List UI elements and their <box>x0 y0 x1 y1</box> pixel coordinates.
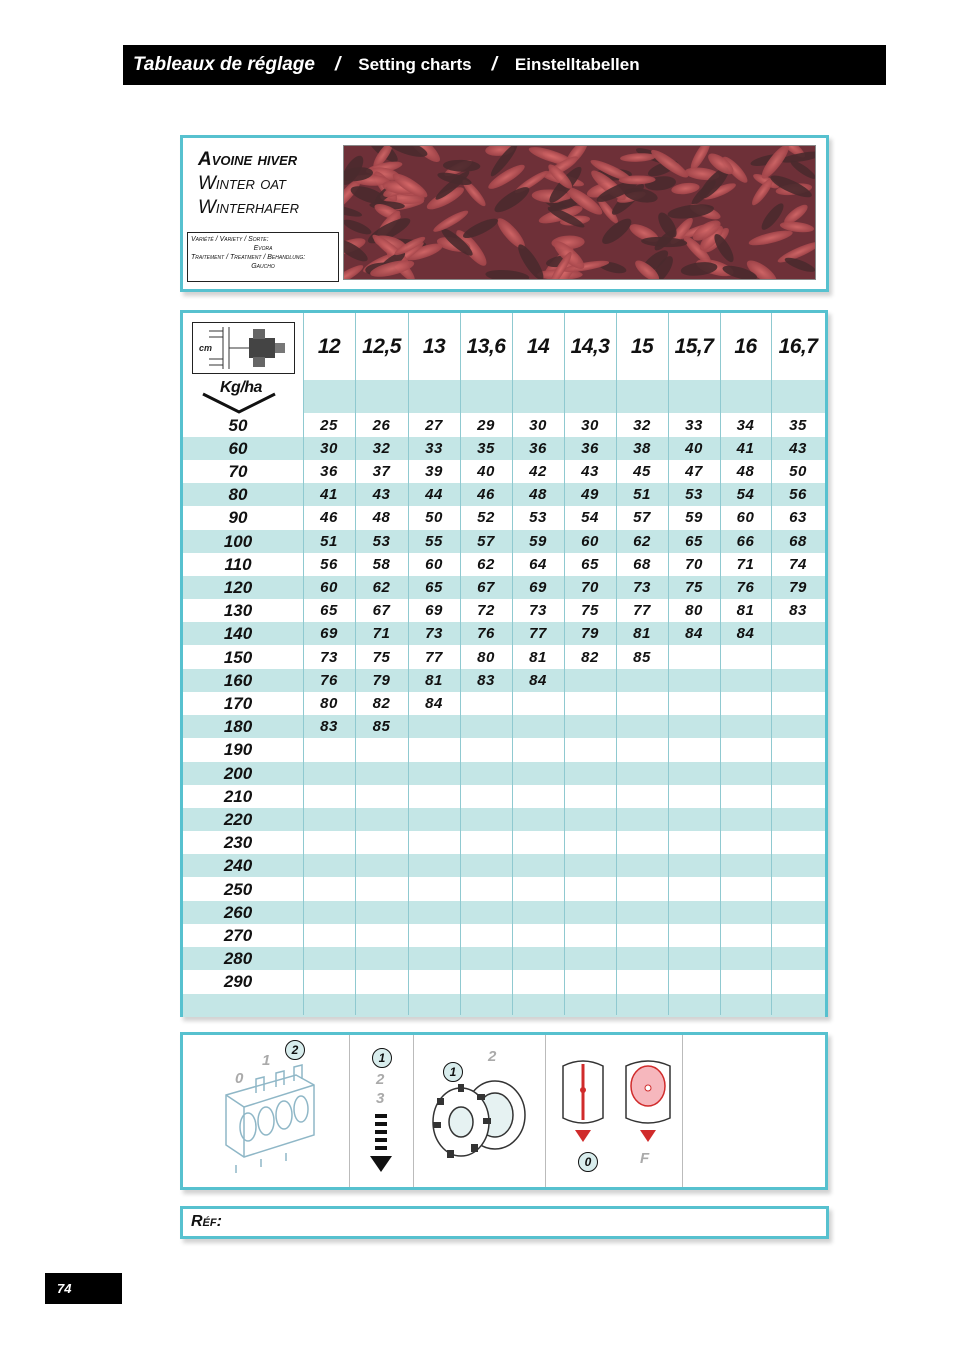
crop-name-de: Winterhafer <box>198 197 299 218</box>
setting-cell: 73 <box>529 602 547 620</box>
setting-cell: 32 <box>372 439 391 457</box>
title-en: Setting charts <box>358 55 472 74</box>
gearbox-arrow-icon <box>368 1112 396 1176</box>
setting-cell: 48 <box>529 486 547 504</box>
setting-cell: 77 <box>425 648 443 666</box>
rate-label: 160 <box>223 670 253 690</box>
setting-cell: 81 <box>736 602 755 620</box>
distributor-label-0: 0 <box>235 1070 244 1087</box>
setting-cell: 73 <box>320 648 338 666</box>
setting-cell: 70 <box>685 555 703 573</box>
rate-label: 270 <box>223 925 253 945</box>
setting-cell: 39 <box>425 462 443 480</box>
setting-cell: 37 <box>372 462 391 480</box>
setting-cell: 44 <box>425 486 443 504</box>
setting-cell: 54 <box>736 486 755 504</box>
title-fr: Tableaux de réglage <box>133 54 315 75</box>
setting-cell: 60 <box>320 578 338 596</box>
setting-cell: 69 <box>425 602 443 620</box>
column-header-width: 13 <box>422 334 446 358</box>
rate-label: 50 <box>228 415 248 435</box>
rate-label: 100 <box>223 531 253 551</box>
rate-label: 190 <box>223 740 253 760</box>
setting-cell: 60 <box>736 509 755 527</box>
setting-cell: 49 <box>581 486 599 504</box>
setting-cell: 65 <box>425 578 443 596</box>
setting-cell: 71 <box>736 555 755 573</box>
setting-cell: 60 <box>425 555 443 573</box>
flap-label-f: F <box>640 1150 650 1167</box>
setting-cell: 72 <box>477 602 495 620</box>
setting-cell: 55 <box>425 532 443 550</box>
setting-cell: 75 <box>372 648 391 666</box>
feed-wheel-icon <box>425 1070 537 1170</box>
setting-cell: 82 <box>581 648 599 666</box>
rate-label: 180 <box>223 717 253 737</box>
speed-label-2: 2 <box>376 1071 385 1088</box>
rate-label: 230 <box>223 833 253 853</box>
setting-cell: 70 <box>581 578 599 596</box>
setting-cell: 32 <box>633 416 651 434</box>
setting-cell: 80 <box>685 602 703 620</box>
setting-cell: 48 <box>736 462 755 480</box>
setting-cell: 83 <box>477 671 495 689</box>
setting-cell: 46 <box>320 509 338 527</box>
page-number: 74 <box>45 1273 122 1304</box>
setting-cell: 62 <box>633 532 651 550</box>
setting-cell: 85 <box>372 718 391 736</box>
setting-cell: 57 <box>633 509 651 527</box>
setting-cell: 46 <box>477 486 495 504</box>
width-unit: cm <box>199 343 213 353</box>
setting-cell: 42 <box>529 462 547 480</box>
setting-cell: 76 <box>477 625 495 643</box>
setting-cell: 33 <box>685 416 703 434</box>
setting-cell: 84 <box>685 625 703 643</box>
setting-cell: 79 <box>372 671 391 689</box>
setting-cell: 40 <box>685 439 703 457</box>
setting-cell: 25 <box>320 416 338 434</box>
column-header-width: 16,7 <box>778 334 818 358</box>
setting-cell: 33 <box>425 439 443 457</box>
speed-label-3: 3 <box>376 1090 385 1107</box>
bottom-flap-icon <box>620 1058 680 1148</box>
setting-cell: 59 <box>529 532 547 550</box>
column-header-width: 13,6 <box>466 334 506 358</box>
setting-cell: 77 <box>529 625 547 643</box>
down-arrow-icon <box>201 390 277 414</box>
divider <box>682 1035 683 1187</box>
setting-cell: 29 <box>477 416 495 434</box>
setting-cell: 76 <box>320 671 338 689</box>
setting-cell: 34 <box>736 416 755 434</box>
setting-cell: 85 <box>633 648 651 666</box>
setting-cell: 79 <box>789 578 807 596</box>
setting-cell: 43 <box>581 462 599 480</box>
setting-cell: 81 <box>633 625 651 643</box>
setting-cell: 36 <box>529 439 547 457</box>
setting-cell: 80 <box>477 648 495 666</box>
wheel-selected: 1 <box>443 1062 463 1082</box>
setting-cell: 35 <box>477 439 495 457</box>
rate-label: 220 <box>223 809 253 829</box>
setting-cell: 48 <box>372 509 391 527</box>
setting-cell: 54 <box>581 509 599 527</box>
setting-cell: 30 <box>320 439 338 457</box>
setting-cell: 36 <box>581 439 599 457</box>
column-header-width: 14 <box>526 334 550 358</box>
column-header-width: 15,7 <box>674 334 714 358</box>
setting-cell: 30 <box>529 416 547 434</box>
reference-label: Réf: <box>191 1213 222 1230</box>
setting-cell: 40 <box>477 462 495 480</box>
setting-cell: 62 <box>372 578 391 596</box>
rate-label: 250 <box>223 879 253 899</box>
setting-cell: 43 <box>372 486 391 504</box>
treatment-label: Traitement / Treatment / Behandlung: <box>191 254 306 261</box>
setting-cell: 36 <box>320 462 338 480</box>
seed-distributor-icon <box>206 1055 326 1180</box>
rate-label: 80 <box>228 485 248 505</box>
rate-label: 150 <box>223 647 253 667</box>
setting-cell: 35 <box>789 416 807 434</box>
setting-cell: 79 <box>581 625 599 643</box>
rate-label: 70 <box>228 461 248 481</box>
setting-cell: 51 <box>320 532 338 550</box>
variety-value: Evora <box>253 245 273 252</box>
setting-cell: 26 <box>372 416 391 434</box>
setting-cell: 81 <box>425 671 443 689</box>
setting-cell: 84 <box>529 671 547 689</box>
setting-cell: 83 <box>320 718 338 736</box>
rate-label: 140 <box>223 624 253 644</box>
column-header-width: 15 <box>630 334 654 358</box>
column-header-width: 12 <box>317 334 341 358</box>
rate-label: 210 <box>223 786 253 806</box>
setting-cell: 77 <box>633 602 651 620</box>
header-bar <box>123 45 886 85</box>
rate-label: 60 <box>228 438 248 458</box>
setting-cell: 81 <box>529 648 547 666</box>
divider <box>545 1035 546 1187</box>
setting-cell: 43 <box>789 439 807 457</box>
setting-cell: 41 <box>320 486 338 504</box>
setting-cell: 69 <box>529 578 547 596</box>
setting-cell: 30 <box>581 416 599 434</box>
speed-selected: 1 <box>372 1048 392 1068</box>
column-header-width: 12,5 <box>362 334 401 358</box>
setting-cell: 63 <box>789 509 807 527</box>
distributor-label-1: 1 <box>262 1052 271 1069</box>
setting-cell: 65 <box>581 555 599 573</box>
setting-cell: 80 <box>320 694 338 712</box>
rate-unit: Kg/ha <box>220 379 262 396</box>
setting-cell: 75 <box>581 602 599 620</box>
rate-label: 170 <box>223 693 253 713</box>
seed-photo <box>343 145 816 280</box>
setting-cell: 38 <box>633 439 651 457</box>
setting-cell: 75 <box>685 578 703 596</box>
setting-cell: 57 <box>477 532 495 550</box>
setting-cell: 67 <box>477 578 495 596</box>
rate-label: 90 <box>228 508 248 528</box>
crop-name-fr: Avoine hiver <box>198 149 298 170</box>
setting-cell: 64 <box>529 555 547 573</box>
crop-names <box>198 148 343 220</box>
flap-selected: 0 <box>578 1152 598 1172</box>
setting-cell: 73 <box>425 625 443 643</box>
setting-cell: 51 <box>633 486 651 504</box>
setting-cell: 65 <box>320 602 338 620</box>
setting-cell: 68 <box>633 555 651 573</box>
rate-label: 130 <box>223 601 253 621</box>
rate-label: 200 <box>223 763 253 783</box>
rate-label: 290 <box>223 972 253 992</box>
setting-cell: 45 <box>633 462 651 480</box>
reference-bar <box>180 1206 829 1239</box>
setting-cell: 27 <box>425 416 443 434</box>
bottom-flap-icon <box>553 1058 613 1148</box>
setting-cell: 53 <box>685 486 703 504</box>
divider <box>349 1035 350 1187</box>
setting-cell: 82 <box>372 694 391 712</box>
setting-cell: 71 <box>372 625 391 643</box>
setting-cell: 60 <box>581 532 599 550</box>
wheel-label-2: 2 <box>488 1048 497 1065</box>
variety-box <box>187 232 339 282</box>
setting-cell: 76 <box>736 578 755 596</box>
title-separator: / <box>491 54 497 75</box>
setting-cell: 47 <box>685 462 703 480</box>
setting-cell: 53 <box>529 509 547 527</box>
setting-cell: 50 <box>789 462 807 480</box>
setting-cell: 84 <box>425 694 443 712</box>
setting-cell: 69 <box>320 625 338 643</box>
column-header-width: 14,3 <box>570 334 610 358</box>
setting-cell: 65 <box>685 532 703 550</box>
crop-name-en: Winter oat <box>198 173 286 194</box>
setting-cell: 67 <box>372 602 391 620</box>
treatment-value: Gaucho <box>251 263 275 270</box>
table-row <box>183 994 825 1017</box>
setting-cell: 59 <box>685 509 703 527</box>
setting-cell: 73 <box>633 578 651 596</box>
setting-cell: 62 <box>477 555 495 573</box>
rate-label: 110 <box>224 554 252 574</box>
setting-cell: 83 <box>789 602 807 620</box>
setting-cell: 53 <box>372 532 391 550</box>
title-separator: / <box>334 54 341 75</box>
column-header-width: 16 <box>734 334 757 358</box>
setting-cell: 56 <box>320 555 338 573</box>
variety-label: Variété / Variety / Sorte: <box>191 236 269 243</box>
rate-label: 120 <box>223 577 253 597</box>
setting-cell: 66 <box>736 532 755 550</box>
rate-label: 280 <box>223 949 253 969</box>
divider <box>413 1035 414 1187</box>
setting-cell: 68 <box>789 532 807 550</box>
setting-cell: 58 <box>372 555 391 573</box>
title-de: Einstelltabellen <box>514 55 640 74</box>
setting-cell: 74 <box>789 555 807 573</box>
setting-cell: 56 <box>789 486 807 504</box>
rate-label: 260 <box>223 902 253 922</box>
tractor-working-width-icon <box>192 322 295 374</box>
setting-cell: 84 <box>736 625 755 643</box>
distributor-selected: 2 <box>285 1040 305 1060</box>
setting-cell: 52 <box>477 509 495 527</box>
setting-cell: 41 <box>736 439 755 457</box>
rate-label: 240 <box>223 856 253 876</box>
setting-cell: 50 <box>425 509 443 527</box>
